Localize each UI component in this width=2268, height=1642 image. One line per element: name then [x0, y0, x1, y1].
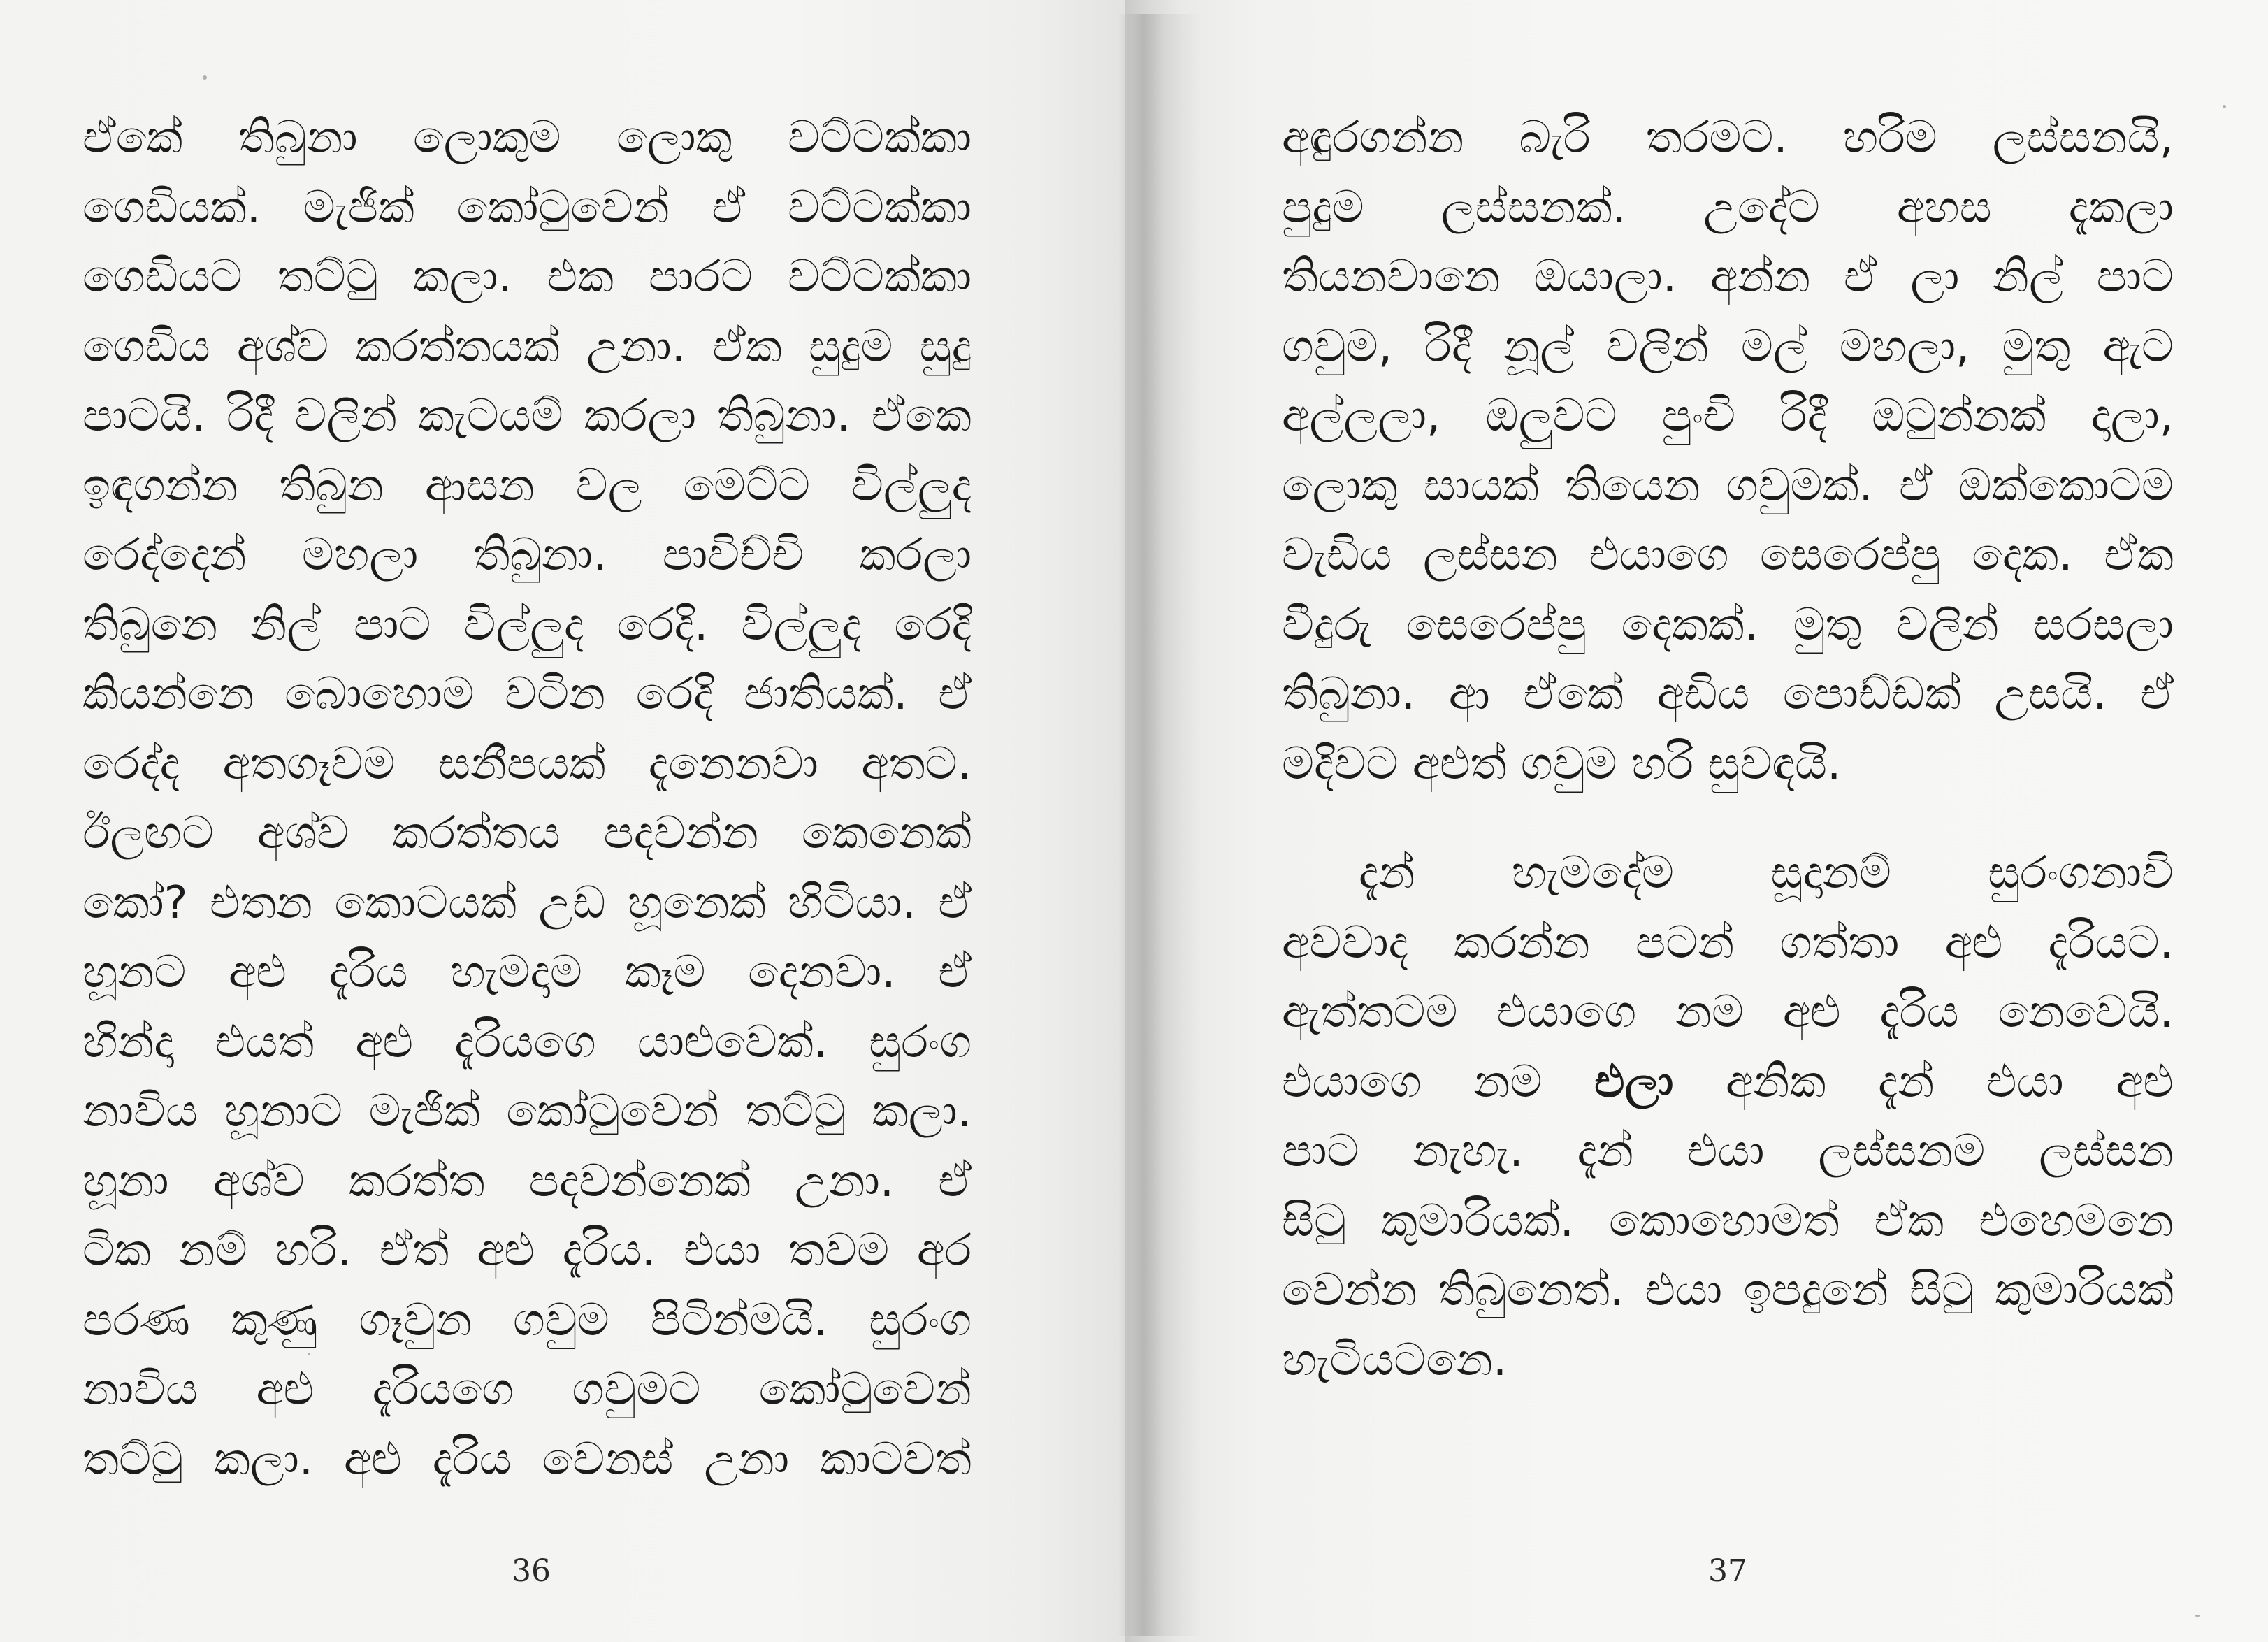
text-line: රෙද්ද අතගෑවම සනීපයක් දැනෙනවා අතට.: [82, 737, 972, 790]
text-line: නාවිය අළු දැරියගෙ ගවුමට කෝටුවෙන්: [82, 1364, 972, 1416]
text-line: සිටු කුමාරියක්. කොහොමත් ඒක එහෙමනෙ: [1282, 1195, 2174, 1247]
page-number-left: 36: [512, 1553, 551, 1589]
text-line: වෙන්න තිබුනෙත්. එයා ඉපදුනේ සිටු කුමාරියක්: [1282, 1265, 2174, 1316]
text-line: [1282, 1048, 2174, 1118]
text-line: තියනවානෙ ඔයාලා. අන්න ඒ ලා නිල් පාට: [1282, 251, 2174, 303]
text-line: පරණ කුණු ගෑවුන ගවුම පිටින්මයි. සුරංග: [82, 1294, 972, 1346]
text-line: අඳුරගන්න බැරි තරමට. හරිම ලස්සනයි,: [1282, 112, 2174, 164]
text-line: කෝ? එතන කොටයක් උඩ හූනෙක් හිටියා. ඒ: [82, 877, 972, 929]
text-line: තිබුනා. ආ ඒකේ අඩිය පොඩ්ඩක් උසයි. ඒ: [1282, 668, 2174, 720]
text-line: ගවුම, රිදී නූල් වලින් මල් මහලා, මුතු ඇට: [1282, 320, 2174, 373]
text-line: ටික නම් හරි. ඒත් අළු දැරිය. එයා තවම අර: [82, 1225, 972, 1276]
text-line: ඉඳගන්න තිබුන ආසන වල මෙට්ට විල්ලුද: [82, 459, 972, 512]
text-line: හින්දා එයත් අළු දැරියගෙ යාළුවෙක්. සුරංග: [82, 1016, 972, 1068]
paper-speck: [308, 1353, 310, 1355]
text-line: තට්ටු කලා. අළු දැරිය වෙනස් උනා කාටවත්: [82, 1433, 972, 1485]
text-line: රෙද්දෙන් මහලා තිබුනා. පාවිච්චි කරලා: [82, 529, 972, 581]
left-page-text: [82, 103, 972, 1495]
text-segment: එයාගෙ නම: [1282, 1056, 1543, 1108]
text-line: කියන්නෙ බොහොම වටින රෙදි ජාතියක්. ඒ: [82, 668, 972, 720]
text-line: පාට නැහැ. දැන් එයා ලස්සනම ලස්සන: [1282, 1125, 2174, 1177]
paper-speck: [2195, 1615, 2200, 1617]
text-line: වීදුරු සෙරෙප්පු දෙකක්. මුතු වලින් සරසලා: [1282, 598, 2174, 651]
text-line: නාවිය හූනාට මැජික් කෝටුවෙන් තට්ටු කලා.: [82, 1086, 972, 1137]
book-gutter: [1118, 14, 1202, 1636]
text-line: ලොකු සායක් තියෙන ගවුමක්. ඒ ඔක්කොටම: [1282, 459, 2174, 512]
text-line: පාටයි. රිදී වලින් කැටයම් කරලා තිබුනා. ඒකෙ: [82, 390, 972, 442]
text-line: වැඩිය ලස්සන එයාගෙ සෙරෙප්පු දෙක. ඒක: [1282, 529, 2174, 581]
left-page: [0, 0, 1125, 1642]
text-line: හැටියටනෙ.: [1282, 1334, 1508, 1386]
paper-speck: [203, 75, 207, 80]
text-line: දැන් හැමදේම සූදානම් සුරංගනාවි: [1359, 847, 2174, 899]
text-line: තිබුනෙ නිල් පාට විල්ලුද රෙදි. විල්ලුද රෙදි: [82, 598, 972, 651]
text-line: ගෙඩිය අශ්ව කරත්තයක් උනා. ඒක සුදුම සුදු: [82, 320, 972, 373]
paper-speck: [2223, 105, 2226, 108]
text-line: ගෙඩියක්. මැජික් කෝටුවෙන් ඒ වට්ටක්කා: [82, 181, 972, 233]
text-line: හූනා අශ්ව කරත්ත පදවන්නෙක් උනා. ඒ: [82, 1155, 972, 1207]
page-number-right: 37: [1708, 1553, 1747, 1589]
text-line: ගෙඩියට තට්ටු කලා. එක පාරට වට්ටක්කා: [82, 251, 972, 303]
text-segment: අනික දැන් එයා අළු: [1726, 1056, 2174, 1108]
text-line: ඒකේ තිබුනා ලොකුම ලොකු වට්ටක්කා: [82, 112, 972, 164]
text-line: ඇත්තටම එයාගෙ නම අළු දැරිය නෙවෙයි.: [1282, 986, 2174, 1038]
text-line: ඊලඟට අශ්ව කරත්තය පදවන්න කෙනෙක්: [82, 807, 972, 859]
text-line: මදිවට අළුත් ගවුම හරි සුවඳයි.: [1282, 737, 1842, 790]
right-page-paragraph-2: [1282, 839, 2174, 1395]
right-page-paragraph-1: [1282, 103, 2174, 799]
name-emphasis: එලා: [1594, 1056, 1674, 1108]
text-line: අල්ලලා, ඔලුවට පුංචි රිදී ඔටුන්නක් දාලා,: [1282, 390, 2174, 442]
text-line: පුදුම ලස්සනක්. උදේට අහස දැකලා: [1282, 181, 2174, 233]
text-line: හූනට අළු දැරිය හැමදාම කෑම දෙනවා. ඒ: [82, 946, 972, 998]
text-line: අවවාද කරන්න පටන් ගත්තා අළු දැරියට.: [1282, 916, 2174, 969]
